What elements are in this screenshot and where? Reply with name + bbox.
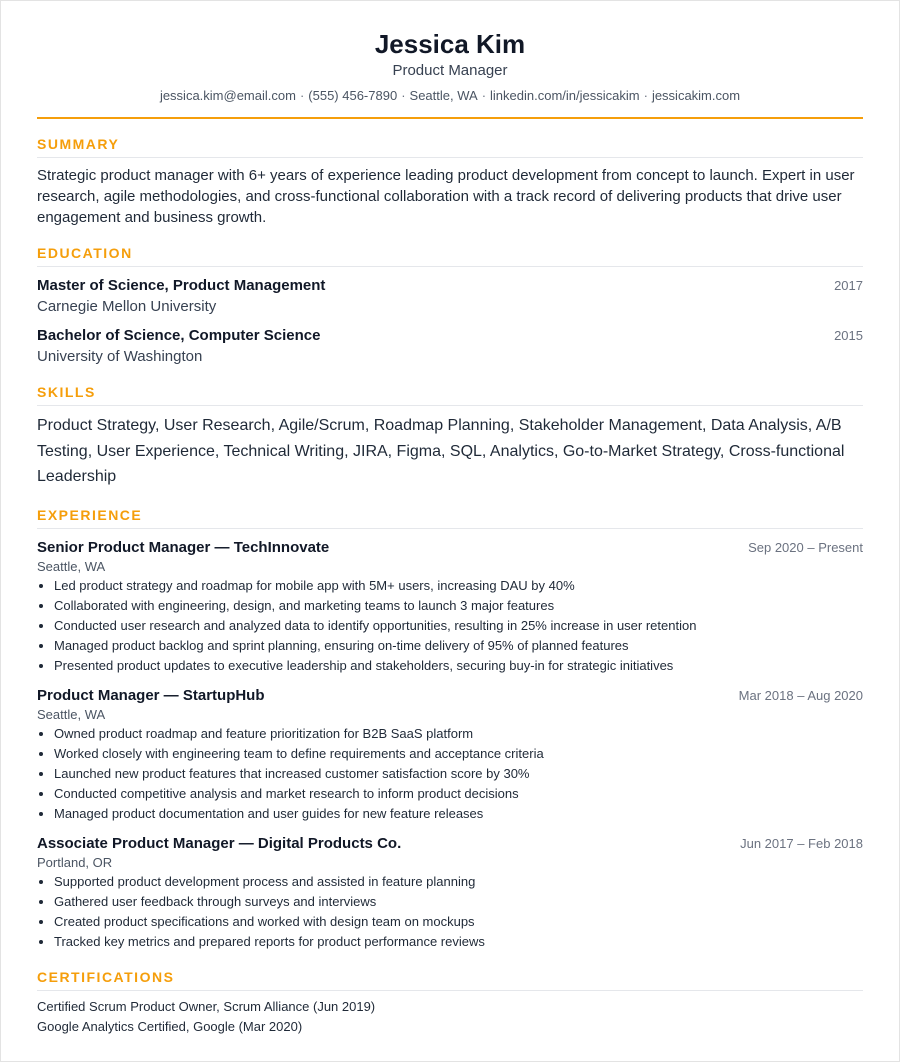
resume-header <box>37 1 863 119</box>
bullet-item: • Gathered user feedback through surveys and interviews <box>54 892 863 912</box>
summary-text: Strategic product manager with 6+ years of experience leading product development from concept to launch. Expert in user research, agile methodologies, and cross-functional collaboration with a track record of delivering products that drive user engagement and business growth. <box>37 167 855 226</box>
skills-list: Product Strategy, User Research, Agile/Scrum, Roadmap Planning, Stakeholder Management, Data Analysis, A/B Testing, User Experience, Technical Writing, JIRA, Figma, SQL, Analytics, Go-to-Market Strategy, Cross-functional Leadership <box>37 417 845 485</box>
section-heading: EXPERIENCE <box>37 506 863 529</box>
contact-phone: (555) 456-7890 <box>308 88 398 103</box>
bullet-item: • Managed product documentation and user guides for new feature releases <box>54 804 863 824</box>
bullet-item: • Launched new product features that increased customer satisfaction score by 30% <box>54 764 863 784</box>
job-entry <box>37 685 863 825</box>
education-section <box>37 244 863 367</box>
contact-linkedin: linkedin.com/in/jessicakim <box>490 88 640 103</box>
job-bullets <box>37 724 863 825</box>
job-bullets <box>37 872 863 953</box>
job-dates: Jun 2017 – Feb 2018 <box>740 835 863 851</box>
bullet-item: • Owned product roadmap and feature prioritization for B2B SaaS platform <box>54 724 863 744</box>
section-heading: CERTIFICATIONS <box>37 968 863 991</box>
job-dates: Mar 2018 – Aug 2020 <box>738 687 863 703</box>
job-dates: Sep 2020 – Present <box>748 539 863 555</box>
graduation-year: 2015 <box>834 328 863 343</box>
contact-separator: · <box>481 88 487 103</box>
bullet-item: • Led product strategy and roadmap for mobile app with 5M+ users, increasing DAU by 40% <box>54 576 863 596</box>
contact-website: jessicakim.com <box>651 88 741 103</box>
bullet-item: • Created product specifications and worked with design team on mockups <box>54 912 863 932</box>
section-heading: EDUCATION <box>37 244 863 267</box>
job-title: Product Manager — StartupHub <box>37 686 265 704</box>
certification-item: Certified Scrum Product Owner, Scrum Alliance (Jun 2019) <box>37 999 376 1015</box>
contact-line <box>37 87 863 105</box>
section-heading: SUMMARY <box>37 135 863 158</box>
bullet-item: • Managed product backlog and sprint planning, ensuring on-time delivery of 95% of planned features <box>54 636 863 656</box>
contact-email: jessica.kim@email.com <box>159 88 296 103</box>
contact-separator: · <box>401 88 406 103</box>
contact-separator: · <box>299 88 305 103</box>
bullet-item: • Tracked key metrics and prepared reports for product performance reviews <box>54 932 863 952</box>
education-item <box>37 325 863 367</box>
job-entry <box>37 833 863 953</box>
job-location: Seattle, WA <box>37 706 106 722</box>
bullet-item: • Conducted user research and analyzed data to identify opportunities, resulting in 25% increase in user retention <box>54 616 863 636</box>
bullet-item: • Supported product development process and assisted in feature planning <box>54 872 863 892</box>
certification-item: Google Analytics Certified, Google (Mar 2020) <box>37 1019 303 1035</box>
certifications-section <box>37 968 863 1037</box>
job-bullets <box>37 576 863 677</box>
bullet-item: • Conducted competitive analysis and market research to inform product decisions <box>54 784 863 804</box>
bullet-item: • Collaborated with engineering, design, and marketing teams to launch 3 major features <box>54 596 863 616</box>
school: Carnegie Mellon University <box>37 298 217 315</box>
summary-section <box>37 135 863 228</box>
education-item <box>37 275 863 317</box>
section-heading: SKILLS <box>37 383 863 406</box>
contact-separator: · <box>643 88 648 103</box>
bullet-item: • Presented product updates to executive leadership and stakeholders, securing buy-in for strategic initiatives <box>54 656 863 676</box>
candidate-name: Jessica Kim <box>374 29 526 59</box>
experience-section <box>37 506 863 953</box>
contact-location: Seattle, WA <box>409 88 478 103</box>
job-title: Associate Product Manager — Digital Products Co. <box>37 834 402 852</box>
bullet-item: • Worked closely with engineering team to define requirements and acceptance criteria <box>54 744 863 764</box>
header-divider <box>37 117 863 119</box>
skills-section <box>37 383 863 490</box>
school: University of Washington <box>37 348 203 365</box>
graduation-year: 2017 <box>834 278 863 293</box>
certification-list <box>37 997 863 1037</box>
job-location: Seattle, WA <box>37 558 106 574</box>
candidate-title: Product Manager <box>392 62 508 79</box>
degree: Bachelor of Science, Computer Science <box>37 327 321 344</box>
job-entry <box>37 537 863 677</box>
job-location: Portland, OR <box>37 854 113 870</box>
degree: Master of Science, Product Management <box>37 277 326 294</box>
job-title: Senior Product Manager — TechInnovate <box>37 538 330 556</box>
